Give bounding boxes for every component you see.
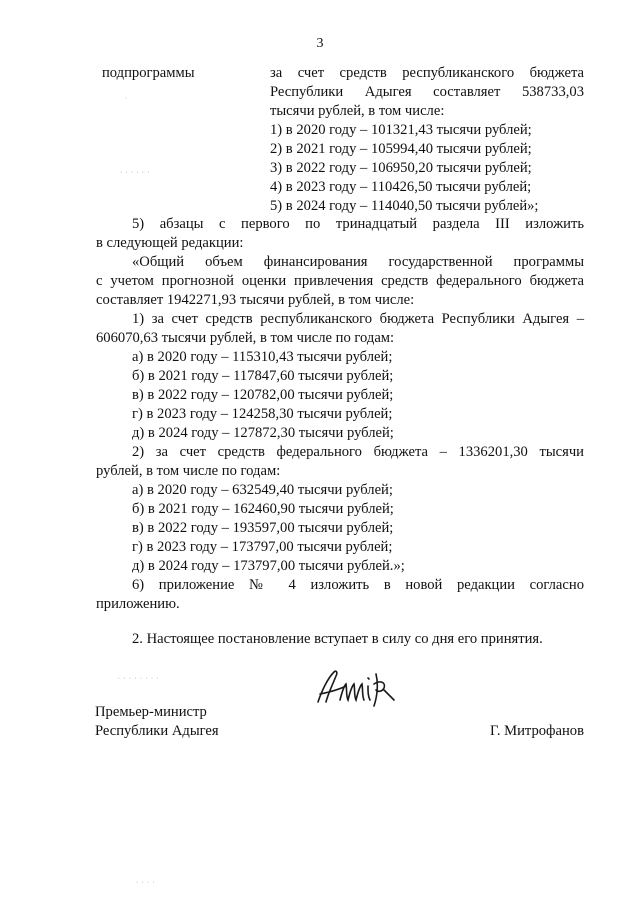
subprogram-line: тысячи рублей, в том числе: xyxy=(270,103,445,119)
subprogram-year-item: 5) в 2024 году – 114040,50 тысячи рублей»; xyxy=(270,198,539,214)
subprogram-year-item: 4) в 2023 году – 110426,50 тысячи рублей; xyxy=(270,179,532,195)
federal-budget-line: 2) за счет средств федерального бюджета – 1336201,30 тысячи xyxy=(132,444,584,460)
quote-line: с учетом прогнозной оценки привлечения средств федерального бюджета xyxy=(96,273,584,289)
item-5-line: 5) абзацы с первого по тринадцатый раздела III изложить xyxy=(132,216,584,232)
republic-year-item: б) в 2021 году – 117847,60 тысячи рублей; xyxy=(132,368,394,384)
republic-year-item: а) в 2020 году – 115310,43 тысячи рублей; xyxy=(132,349,393,365)
subprogram-line: за счет средств республиканского бюджета xyxy=(270,65,584,81)
republic-year-item: г) в 2023 году – 124258,30 тысячи рублей; xyxy=(132,406,393,422)
federal-year-item: в) в 2022 году – 193597,00 тысячи рублей; xyxy=(132,520,394,536)
republic-year-item: д) в 2024 году – 127872,30 тысячи рублей; xyxy=(132,425,394,441)
subprogram-label: подпрограммы xyxy=(102,65,195,81)
federal-year-item: д) в 2024 году – 173797,00 тысячи рублей.»; xyxy=(132,558,405,574)
page-number: 3 xyxy=(316,36,324,51)
subprogram-line: Республики Адыгея составляет 538733,03 xyxy=(270,84,584,100)
scan-artifact: · · · · · · xyxy=(120,170,151,176)
handwritten-signature xyxy=(312,664,402,714)
item-6-line: приложению. xyxy=(96,596,180,612)
signatory-title: Республики Адыгея xyxy=(95,723,219,739)
federal-year-item: б) в 2021 году – 162460,90 тысячи рублей; xyxy=(132,501,394,517)
item-6-line: 6) приложение № 4 изложить в новой редакции согласно xyxy=(132,577,584,593)
quote-line: составляет 1942271,93 тысячи рублей, в том числе: xyxy=(96,292,415,308)
federal-year-item: а) в 2020 году – 632549,40 тысячи рублей; xyxy=(132,482,393,498)
republic-year-item: в) в 2022 году – 120782,00 тысячи рублей; xyxy=(132,387,394,403)
federal-year-item: г) в 2023 году – 173797,00 тысячи рублей; xyxy=(132,539,393,555)
subprogram-year-item: 3) в 2022 году – 106950,20 тысячи рублей; xyxy=(270,160,532,176)
republic-budget-line: 606070,63 тысячи рублей, в том числе по годам: xyxy=(96,330,395,346)
effective-date-clause: 2. Настоящее постановление вступает в силу со дня его принятия. xyxy=(132,631,543,647)
subprogram-year-item: 2) в 2021 году – 105994,40 тысячи рублей; xyxy=(270,141,532,157)
item-5-line: в следующей редакции: xyxy=(96,235,244,251)
scan-artifact: · xyxy=(125,96,128,102)
signatory-name: Г. Митрофанов xyxy=(490,723,584,739)
scan-artifact: · · · · · · · · xyxy=(118,676,160,682)
republic-budget-line: 1) за счет средств республиканского бюджета Республики Адыгея – xyxy=(132,311,584,327)
signatory-title: Премьер-министр xyxy=(95,704,207,720)
scan-artifact: · · · · xyxy=(136,880,156,886)
subprogram-year-item: 1) в 2020 году – 101321,43 тысячи рублей; xyxy=(270,122,532,138)
quote-line: «Общий объем финансирования государственной программы xyxy=(132,254,584,270)
federal-budget-line: рублей, в том числе по годам: xyxy=(96,463,281,479)
